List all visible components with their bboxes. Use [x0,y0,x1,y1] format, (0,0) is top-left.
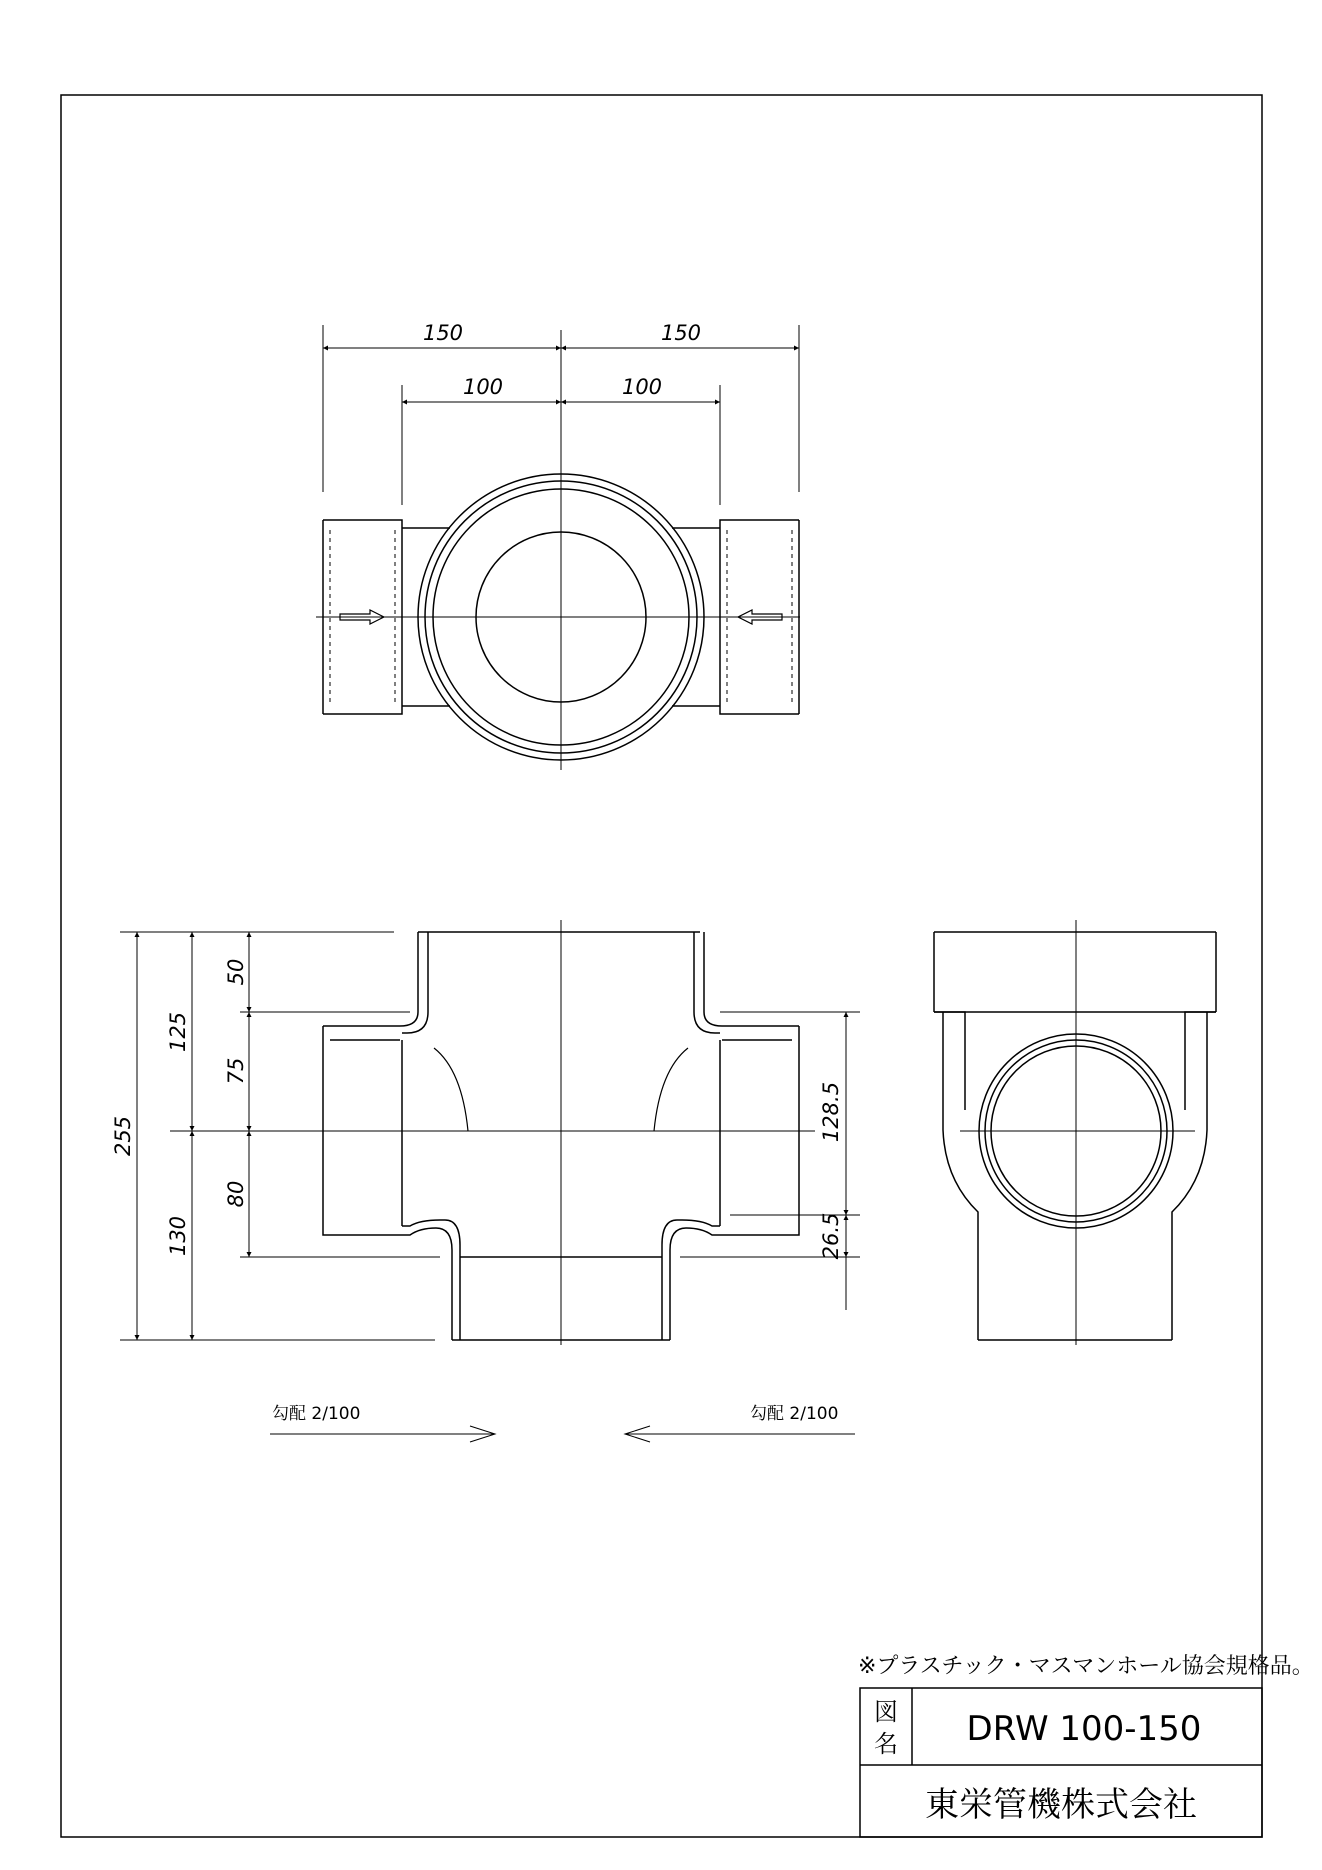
dim-top-left-outer: 150 [422,321,464,345]
dim-top-right-inner: 100 [621,375,663,399]
slope-label-left: 勾配 2/100 [272,1404,361,1424]
dim-front-overall: 255 [111,1115,135,1157]
dim-front-drop: 26.5 [819,1212,843,1260]
title-block-name-label-2: 名 [874,1730,898,1758]
dim-front-upper-mid: 75 [224,1057,248,1085]
dim-front-upper: 125 [166,1011,190,1053]
front-view-inner-curve-left [434,1048,468,1131]
front-view-dimensions [137,932,846,1340]
drawing-name: DRW 100-150 [966,1709,1202,1749]
standard-note: ※プラスチック・マスマンホール協会規格品。 [858,1654,1314,1679]
company-name: 東栄管機株式会社 [925,1785,1197,1825]
front-view-inner-curve-right [654,1048,688,1131]
slope-label-right: 勾配 2/100 [750,1404,839,1424]
side-view-body-outline [934,1012,1216,1340]
dim-top-right-outer: 150 [660,321,702,345]
dim-top-left-inner: 100 [462,375,504,399]
dim-front-top-socket: 50 [224,958,248,986]
top-view [316,325,800,770]
dim-front-inlet-height: 128.5 [819,1081,843,1143]
side-view [934,920,1216,1345]
title-block-name-label-1: 図 [874,1698,898,1726]
dim-front-lower: 130 [166,1215,190,1257]
side-view-top-socket [934,932,1216,1012]
dim-front-lower-mid: 80 [224,1180,248,1208]
